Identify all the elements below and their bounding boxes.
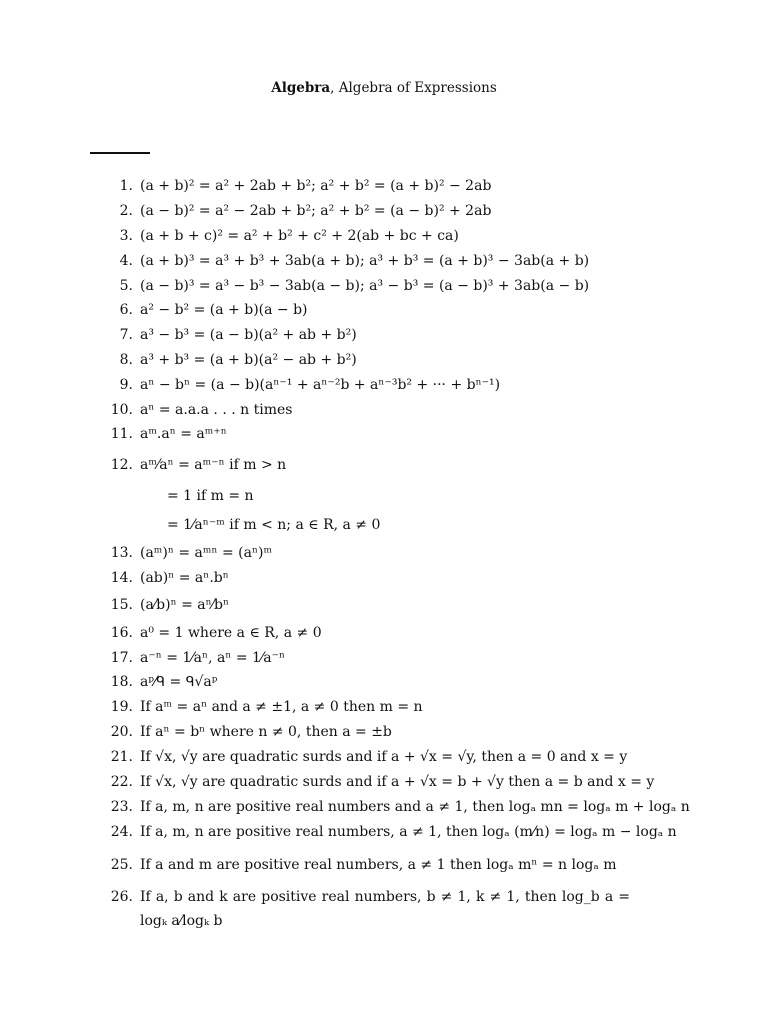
formula-continuation bbox=[0, 483, 768, 509]
formula-item bbox=[0, 248, 768, 273]
formula-text: a² − b² = (a + b)(a − b) bbox=[140, 302, 308, 319]
formula-item bbox=[0, 199, 768, 224]
formula-item bbox=[0, 174, 768, 199]
formula-item bbox=[0, 695, 768, 720]
formula-text: = 1⁄aⁿ⁻ᵐ if m < n; a ∈ R, a ≠ 0 bbox=[167, 516, 381, 533]
formula-number: 3. bbox=[119, 227, 133, 244]
formula-item bbox=[0, 541, 768, 566]
formula-number: 12. bbox=[110, 456, 133, 473]
formula-text: a⁻ⁿ = 1⁄aⁿ, aⁿ = 1⁄a⁻ⁿ bbox=[140, 649, 286, 666]
formula-text: (a⁄b)ⁿ = aⁿ⁄bⁿ bbox=[140, 597, 230, 614]
formula-item bbox=[0, 794, 768, 820]
formula-number: 1. bbox=[119, 178, 133, 195]
formula-text: If a, m, n are positive real numbers and a ≠ 1, then logₐ mn = logₐ m + logₐ n bbox=[140, 798, 690, 815]
formula-text: If √x, √y are quadratic surds and if a + √x = √y, then a = 0 and x = y bbox=[140, 748, 628, 765]
formula-item bbox=[0, 645, 768, 670]
formula-text: aᵖ⁄ᑫ = ᑫ√aᵖ bbox=[140, 674, 218, 691]
formula-item bbox=[0, 720, 768, 745]
formula-text: aᵐ.aⁿ = aᵐ⁺ⁿ bbox=[140, 426, 227, 443]
formula-text: a³ + b³ = (a + b)(a² − ab + b²) bbox=[140, 351, 357, 368]
formula-number: 22. bbox=[110, 773, 133, 790]
formula-text: (a − b)³ = a³ − b³ − 3ab(a − b); a³ − b³ = (a − b)³ + 3ab(a − b) bbox=[140, 277, 590, 294]
formula-list bbox=[0, 174, 768, 933]
formula-number: 19. bbox=[110, 699, 133, 716]
formula-number: 17. bbox=[110, 649, 133, 666]
formula-item bbox=[0, 298, 768, 323]
formula-number: 7. bbox=[119, 327, 133, 344]
formula-text: (ab)ⁿ = aⁿ.bⁿ bbox=[140, 569, 229, 586]
formula-text: (a + b)² = a² + 2ab + b²; a² + b² = (a + b)² − 2ab bbox=[140, 178, 492, 195]
formula-number: 8. bbox=[119, 351, 133, 368]
formula-text: (a + b)³ = a³ + b³ + 3ab(a + b); a³ + b³ = (a + b)³ − 3ab(a + b) bbox=[140, 252, 590, 269]
formula-item bbox=[0, 273, 768, 298]
formula-item bbox=[0, 224, 768, 249]
formula-item bbox=[0, 885, 768, 933]
formula-number: 25. bbox=[110, 856, 133, 873]
page-title bbox=[0, 80, 768, 96]
formula-number: 9. bbox=[119, 376, 133, 393]
formula-number: 16. bbox=[110, 624, 133, 641]
formula-item bbox=[0, 820, 768, 845]
formula-number: 4. bbox=[119, 252, 133, 269]
formula-number: 10. bbox=[110, 401, 133, 418]
title-bold: Algebra bbox=[271, 80, 331, 96]
formula-text: aⁿ = a.a.a . . . n times bbox=[140, 401, 293, 418]
formula-text: = 1 if m = n bbox=[167, 487, 254, 504]
formula-item bbox=[0, 397, 768, 422]
formula-text: If aᵐ = aⁿ and a ≠ ±1, a ≠ 0 then m = n bbox=[140, 699, 423, 716]
formula-text: (a − b)² = a² − 2ab + b²; a² + b² = (a − b)² + 2ab bbox=[140, 203, 492, 220]
formula-item bbox=[0, 566, 768, 591]
formula-number: 5. bbox=[119, 277, 133, 294]
formula-item bbox=[0, 372, 768, 397]
formula-item bbox=[0, 323, 768, 348]
formula-text: If a, b and k are positive real numbers, b ≠ 1, k ≠ 1, then log_b a = logₖ a⁄logₖ b bbox=[140, 888, 630, 929]
formula-continuation bbox=[0, 509, 768, 541]
formula-item bbox=[0, 348, 768, 373]
formula-item bbox=[0, 590, 768, 620]
formula-text: If √x, √y are quadratic surds and if a + √x = b + √y then a = b and x = y bbox=[140, 773, 655, 790]
formula-text: If a, m, n are positive real numbers, a ≠ 1, then logₐ (m⁄n) = logₐ m − logₐ n bbox=[140, 824, 677, 841]
formula-number: 13. bbox=[110, 545, 133, 562]
formula-number: 15. bbox=[110, 597, 133, 614]
formula-item bbox=[0, 620, 768, 645]
formula-text: (aᵐ)ⁿ = aᵐⁿ = (aⁿ)ᵐ bbox=[140, 545, 273, 562]
formula-text: aᵐ⁄aⁿ = aᵐ⁻ⁿ if m > n bbox=[140, 456, 287, 473]
section-rule bbox=[90, 152, 150, 154]
formula-item bbox=[0, 422, 768, 447]
formula-item bbox=[0, 769, 768, 794]
formula-number: 18. bbox=[110, 674, 133, 691]
formula-text: a³ − b³ = (a − b)(a² + ab + b²) bbox=[140, 327, 357, 344]
formula-number: 2. bbox=[119, 203, 133, 220]
formula-number: 20. bbox=[110, 723, 133, 740]
title-rest: , Algebra of Expressions bbox=[330, 80, 497, 96]
formula-text: a⁰ = 1 where a ∈ R, a ≠ 0 bbox=[140, 624, 322, 641]
formula-text: If aⁿ = bⁿ where n ≠ 0, then a = ±b bbox=[140, 723, 392, 740]
formula-number: 24. bbox=[110, 824, 133, 841]
formula-number: 14. bbox=[110, 569, 133, 586]
formula-text: (a + b + c)² = a² + b² + c² + 2(ab + bc + ca) bbox=[140, 227, 459, 244]
formula-number: 11. bbox=[110, 426, 133, 443]
formula-number: 23. bbox=[110, 798, 133, 815]
formula-item bbox=[0, 744, 768, 769]
formula-item bbox=[0, 670, 768, 695]
formula-text: If a and m are positive real numbers, a ≠ 1 then logₐ mⁿ = n logₐ m bbox=[140, 856, 617, 873]
formula-item bbox=[0, 447, 768, 483]
formula-number: 6. bbox=[119, 302, 133, 319]
formula-number: 26. bbox=[110, 888, 133, 905]
formula-text: aⁿ − bⁿ = (a − b)(aⁿ⁻¹ + aⁿ⁻²b + aⁿ⁻³b² + ··· + bⁿ⁻¹) bbox=[140, 376, 501, 393]
formula-item bbox=[0, 845, 768, 885]
formula-number: 21. bbox=[110, 748, 133, 765]
